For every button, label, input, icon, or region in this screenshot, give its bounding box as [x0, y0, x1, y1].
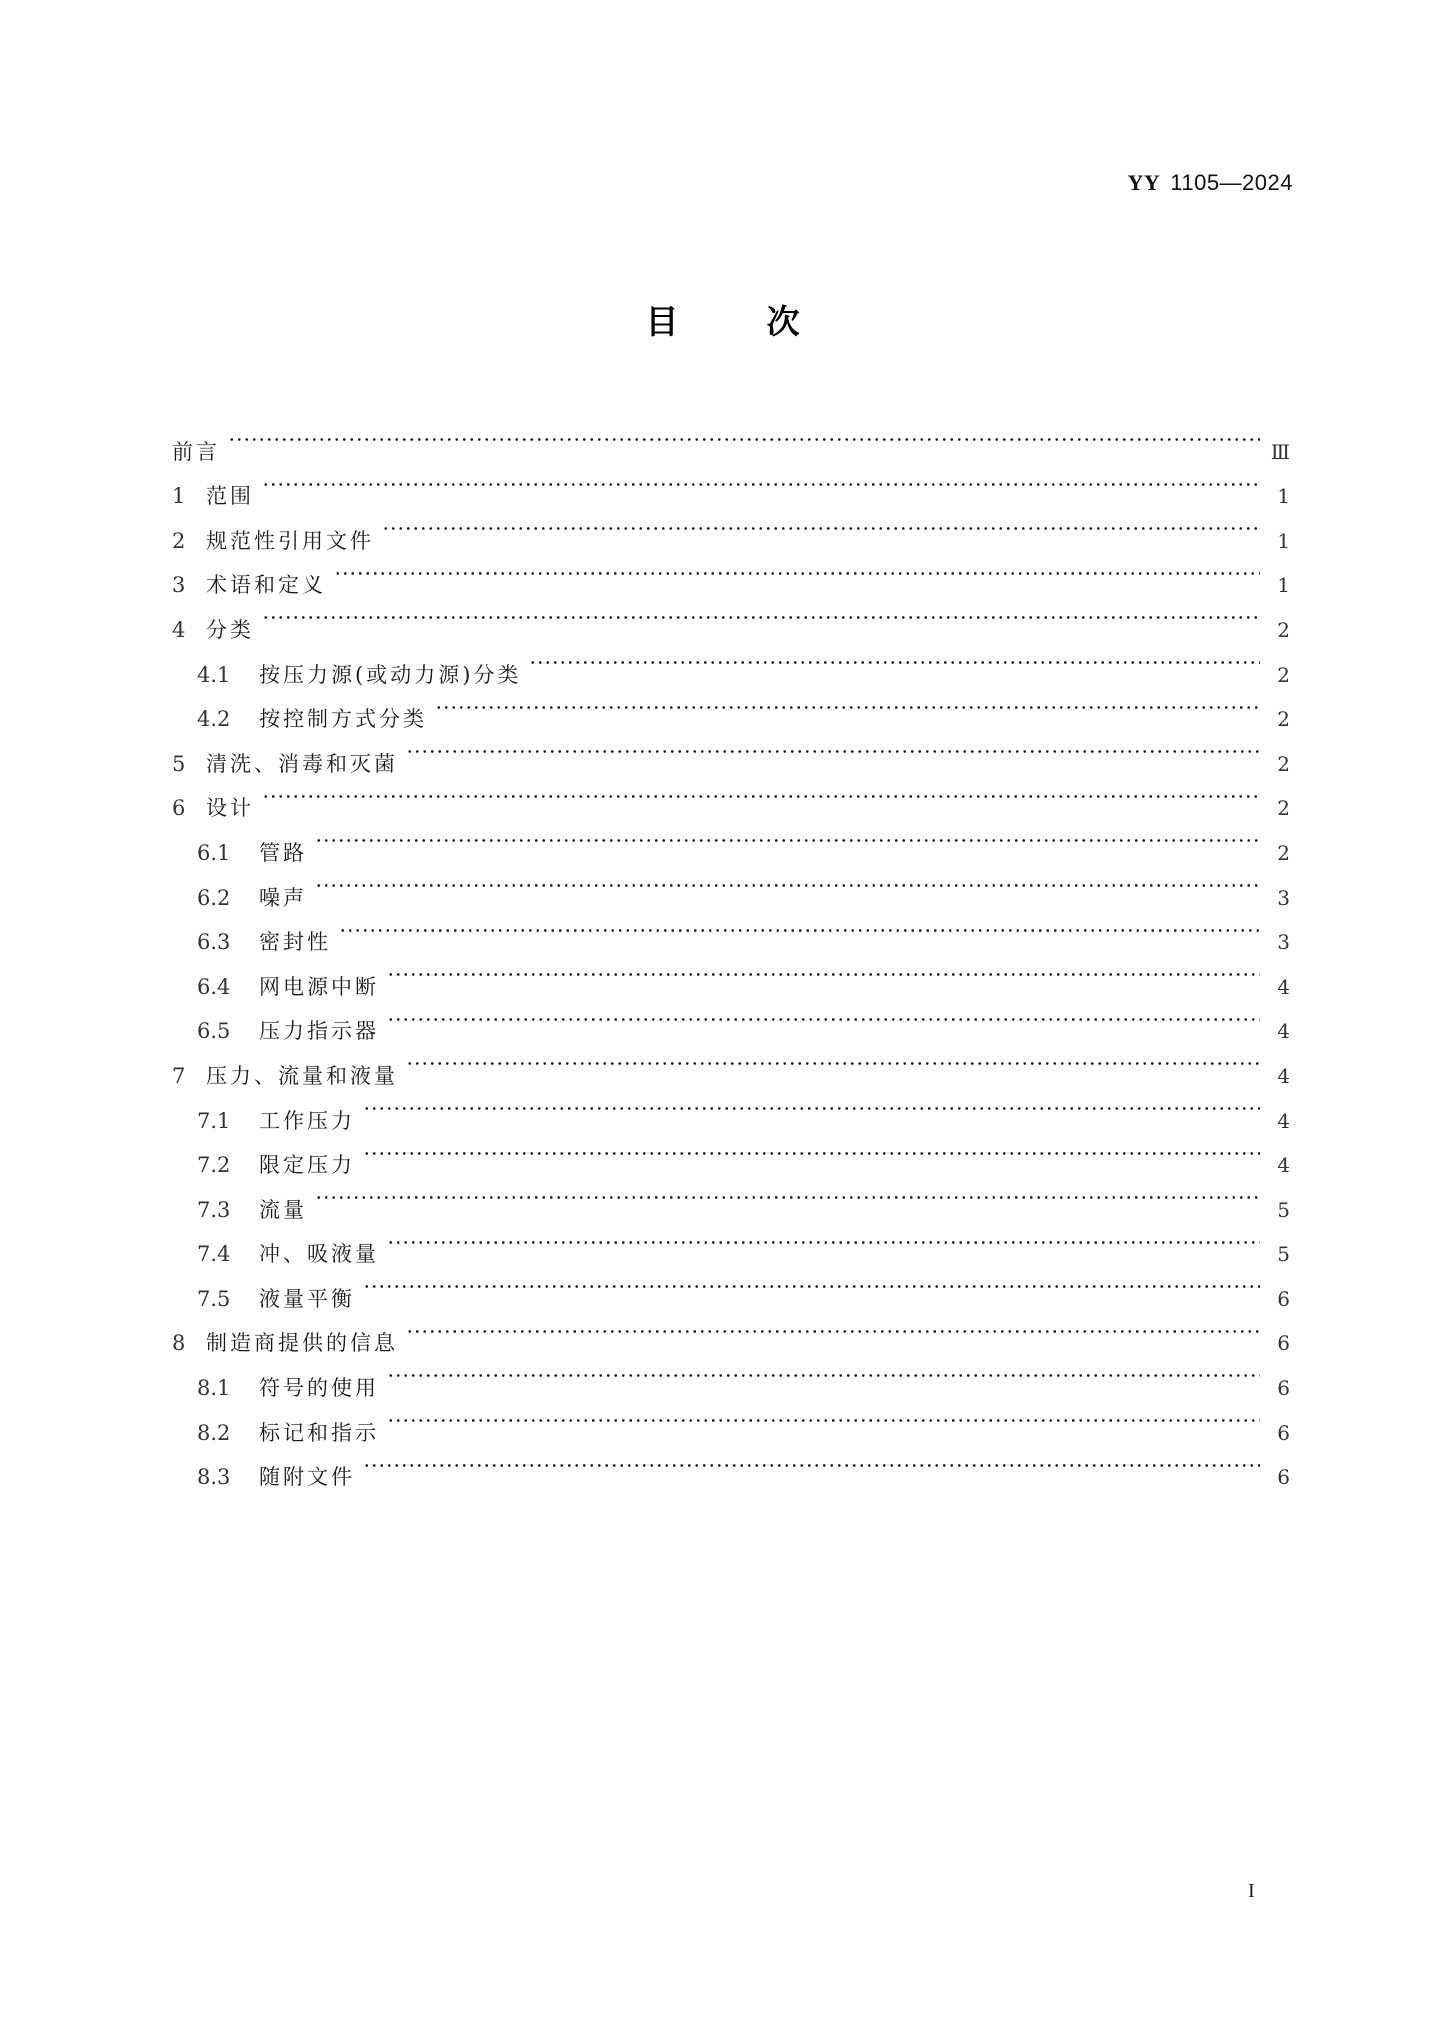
page-title	[0, 296, 1445, 343]
toc-entry-label: 设计	[206, 796, 254, 821]
dot-leader	[228, 414, 1260, 459]
toc-entry-page: 6	[1277, 1420, 1290, 1445]
toc-entry-label: 网电源中断	[259, 974, 379, 999]
standard-code	[1127, 170, 1293, 196]
toc-entry-number: 6	[172, 796, 186, 821]
toc-entry-label: 分类	[206, 617, 254, 642]
toc-entry-page: 4	[1277, 1108, 1290, 1133]
toc-entry-label: 随附文件	[259, 1465, 355, 1490]
dot-leader	[435, 682, 1260, 727]
dot-leader	[363, 1440, 1260, 1485]
toc-entry-page: 6	[1277, 1376, 1290, 1401]
toc-entry-page: 3	[1277, 885, 1290, 910]
toc-entry-label: 限定压力	[259, 1153, 355, 1178]
dot-leader	[387, 994, 1260, 1039]
toc-entry-label: 前言	[172, 439, 220, 464]
toc-entry-page: 2	[1277, 662, 1290, 687]
toc-entry-label: 工作压力	[259, 1108, 355, 1133]
dot-leader	[387, 1217, 1260, 1262]
dot-leader	[262, 771, 1260, 816]
toc-entry-number: 6.5	[197, 1019, 231, 1044]
toc-entry-page: 6	[1277, 1465, 1290, 1490]
toc-entry-number: 3	[172, 573, 186, 598]
toc-entry-page: 2	[1277, 751, 1290, 776]
toc-entry-number: 7.2	[197, 1153, 231, 1178]
toc-entry-label: 标记和指示	[259, 1420, 379, 1445]
dot-leader	[406, 726, 1260, 771]
toc-entry-page: 5	[1277, 1197, 1290, 1222]
toc-entry[interactable]	[172, 592, 1290, 642]
dot-leader	[363, 1261, 1260, 1306]
toc-entry[interactable]	[172, 1217, 1290, 1267]
table-of-contents	[172, 414, 1290, 1490]
dot-leader	[315, 860, 1260, 905]
dot-leader	[262, 592, 1260, 637]
dot-leader	[406, 1038, 1260, 1083]
toc-entry-label: 范围	[206, 484, 254, 509]
toc-entry-page: 5	[1277, 1242, 1290, 1267]
toc-entry-number: 6.1	[197, 840, 231, 865]
toc-entry-label: 管路	[259, 840, 307, 865]
toc-entry-number: 7	[172, 1063, 186, 1088]
toc-entry[interactable]	[172, 771, 1290, 821]
toc-entry-label: 符号的使用	[259, 1376, 379, 1401]
toc-entry-page: 2	[1277, 617, 1290, 642]
toc-entry-label: 制造商提供的信息	[206, 1331, 398, 1356]
toc-entry-page: 1	[1277, 573, 1290, 598]
toc-entry-number: 7.1	[197, 1108, 231, 1133]
dot-leader	[315, 815, 1260, 860]
toc-entry-label: 压力指示器	[259, 1019, 379, 1044]
toc-entry-page: 6	[1277, 1286, 1290, 1311]
toc-entry[interactable]	[172, 548, 1290, 598]
toc-entry-number: 7.3	[197, 1197, 231, 1222]
toc-entry-page: Ⅲ	[1270, 439, 1290, 464]
toc-entry-page: 4	[1277, 1019, 1290, 1044]
toc-entry-number: 7.4	[197, 1242, 231, 1267]
toc-entry-number: 7.5	[197, 1286, 231, 1311]
toc-entry-label: 清洗、消毒和灭菌	[206, 751, 398, 776]
toc-entry-label: 按控制方式分类	[259, 707, 427, 732]
toc-entry-number: 8.2	[197, 1420, 231, 1445]
toc-entry-label: 液量平衡	[259, 1286, 355, 1311]
toc-entry-number: 8	[172, 1331, 186, 1356]
toc-entry-label: 冲、吸液量	[259, 1242, 379, 1267]
dot-leader	[406, 1306, 1260, 1351]
toc-entry-page: 1	[1277, 528, 1290, 553]
toc-entry-number: 4.1	[197, 662, 231, 687]
dot-leader	[334, 548, 1260, 593]
dot-leader	[387, 949, 1260, 994]
toc-entry-label: 按压力源(或动力源)分类	[259, 662, 522, 687]
toc-entry-number: 6.3	[197, 930, 231, 955]
toc-entry[interactable]	[172, 815, 1290, 865]
dot-leader	[387, 1350, 1260, 1395]
dot-leader	[339, 905, 1260, 950]
toc-entry-label: 规范性引用文件	[206, 528, 374, 553]
toc-entry-number: 4.2	[197, 707, 231, 732]
toc-entry-page: 4	[1277, 974, 1290, 999]
toc-entry-page: 6	[1277, 1331, 1290, 1356]
toc-entry-page: 4	[1277, 1063, 1290, 1088]
toc-entry-number: 2	[172, 528, 186, 553]
toc-entry[interactable]	[172, 949, 1290, 999]
toc-entry-page: 2	[1277, 796, 1290, 821]
toc-entry-number: 6.4	[197, 974, 231, 999]
toc-entry-label: 密封性	[259, 930, 331, 955]
title-char-2: 次	[766, 302, 800, 341]
dot-leader	[387, 1395, 1260, 1440]
toc-entry-label: 噪声	[259, 885, 307, 910]
toc-entry-number: 5	[172, 751, 186, 776]
toc-entry-number: 6.2	[197, 885, 231, 910]
toc-entry[interactable]	[172, 860, 1290, 910]
toc-entry[interactable]	[172, 1172, 1290, 1222]
standard-prefix: YY	[1127, 170, 1161, 195]
dot-leader	[363, 1128, 1260, 1173]
toc-entry-label: 压力、流量和液量	[206, 1063, 398, 1088]
standard-number: 1105—2024	[1170, 170, 1293, 195]
toc-entry-label: 术语和定义	[206, 573, 326, 598]
dot-leader	[262, 459, 1260, 504]
toc-entry-number: 8.3	[197, 1465, 231, 1490]
toc-entry-number: 8.1	[197, 1376, 231, 1401]
dot-leader	[315, 1172, 1260, 1217]
page-number: I	[1248, 1880, 1255, 1902]
toc-entry[interactable]	[172, 637, 1290, 687]
toc-entry-label: 流量	[259, 1197, 307, 1222]
toc-entry-page: 2	[1277, 707, 1290, 732]
toc-entry[interactable]	[172, 905, 1290, 955]
toc-entry-page: 2	[1277, 840, 1290, 865]
toc-entry-page: 3	[1277, 930, 1290, 955]
toc-entry-page: 4	[1277, 1153, 1290, 1178]
toc-entry[interactable]	[172, 414, 1290, 464]
toc-entry-page: 1	[1277, 484, 1290, 509]
dot-leader	[382, 503, 1260, 548]
dot-leader	[363, 1083, 1260, 1128]
dot-leader	[529, 637, 1260, 682]
toc-entry-number: 1	[172, 484, 186, 509]
toc-entry[interactable]	[172, 459, 1290, 509]
title-char-1: 目	[645, 302, 679, 341]
toc-entry-number: 4	[172, 617, 186, 642]
toc-entry[interactable]	[172, 503, 1290, 553]
